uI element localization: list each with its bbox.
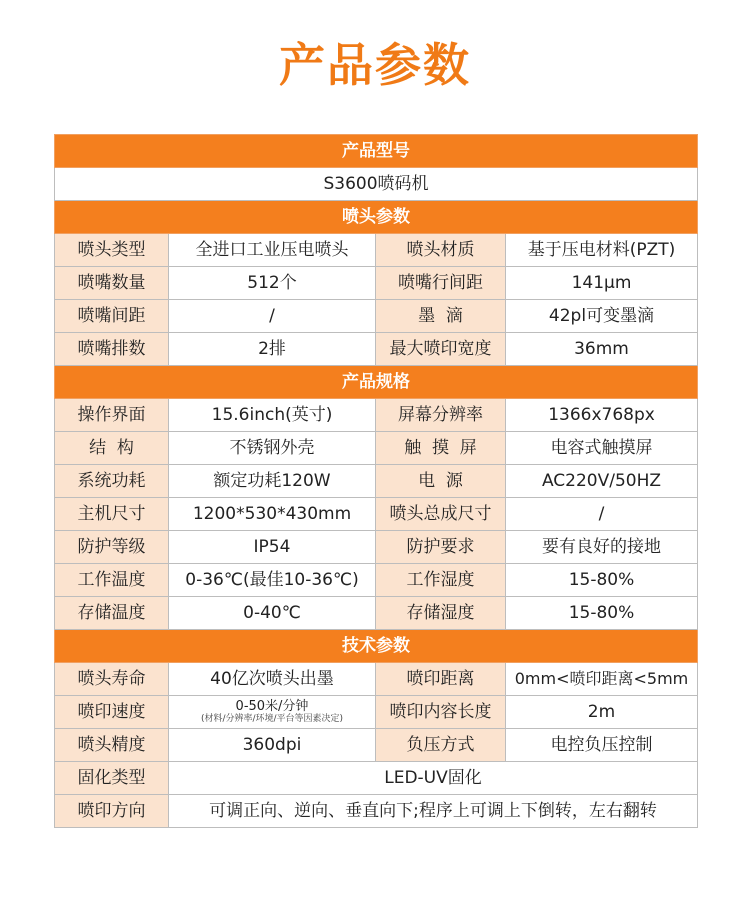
section-row [55,135,698,168]
spec-value: 42pl可变墨滴 [506,300,698,333]
spec-value: / [506,498,698,531]
spec-label: 工作温度 [55,564,169,597]
table-row [55,267,698,300]
print-speed-value: 0-50米/分钟 [235,699,309,714]
spec-label: 电 源 [376,465,506,498]
spec-label: 喷印速度 [55,696,169,729]
spec-label: 存储温度 [55,597,169,630]
spec-label: 喷嘴间距 [55,300,169,333]
print-speed-note: (材料/分辨率/环境/平台等因素决定) [200,714,344,724]
spec-value: / [169,300,376,333]
spec-label: 喷头寿命 [55,663,169,696]
table-row [55,432,698,465]
table-row [55,300,698,333]
table-row [55,168,698,201]
spec-value: 40亿次喷头出墨 [169,663,376,696]
spec-label: 工作湿度 [376,564,506,597]
table-row [55,333,698,366]
spec-value [169,696,376,729]
spec-value: 要有良好的接地 [506,531,698,564]
spec-value: 512个 [169,267,376,300]
section-header-tech: 技术参数 [55,630,698,663]
spec-label: 喷头总成尺寸 [376,498,506,531]
spec-value: 360dpi [169,729,376,762]
spec-label: 喷嘴行间距 [376,267,506,300]
spec-value: 15-80% [506,597,698,630]
spec-label: 喷印内容长度 [376,696,506,729]
table-row [55,729,698,762]
table-row [55,399,698,432]
spec-value: 可调正向、逆向、垂直向下;程序上可调上下倒转，左右翻转 [169,795,698,828]
table-row [55,762,698,795]
spec-value: 0-36℃(最佳10-36℃) [169,564,376,597]
section-header-model: 产品型号 [55,135,698,168]
spec-label: 屏幕分辨率 [376,399,506,432]
table-row [55,696,698,729]
spec-value: 电控负压控制 [506,729,698,762]
table-row [55,564,698,597]
spec-label: 喷印方向 [55,795,169,828]
spec-label: 防护要求 [376,531,506,564]
spec-value: 1366x768px [506,399,698,432]
spec-label: 操作界面 [55,399,169,432]
page-title: 产品参数 [279,38,471,92]
table-row [55,531,698,564]
table-row [55,663,698,696]
section-row [55,201,698,234]
section-row [55,630,698,663]
section-header-nozzle: 喷头参数 [55,201,698,234]
spec-label: 最大喷印宽度 [376,333,506,366]
spec-value: 2排 [169,333,376,366]
spec-value: 0mm<喷印距离<5mm [506,663,698,696]
section-header-spec: 产品规格 [55,366,698,399]
spec-label: 负压方式 [376,729,506,762]
spec-label: 喷印距离 [376,663,506,696]
spec-value: 0-40℃ [169,597,376,630]
spec-label: 喷头类型 [55,234,169,267]
spec-label: 触 摸 屏 [376,432,506,465]
spec-label: 喷头材质 [376,234,506,267]
spec-value: 1200*530*430mm [169,498,376,531]
spec-label: 主机尺寸 [55,498,169,531]
table-row [55,795,698,828]
table-row [55,597,698,630]
spec-value: 36mm [506,333,698,366]
table-row [55,465,698,498]
table-row [55,234,698,267]
spec-value: 15.6inch(英寸) [169,399,376,432]
spec-label: 存储湿度 [376,597,506,630]
table-row [55,498,698,531]
spec-label: 喷头精度 [55,729,169,762]
spec-value: LED-UV固化 [169,762,698,795]
spec-value: 电容式触摸屏 [506,432,698,465]
section-row [55,366,698,399]
spec-value: AC220V/50HZ [506,465,698,498]
spec-value: 141μm [506,267,698,300]
spec-value: 全进口工业压电喷头 [169,234,376,267]
spec-label: 系统功耗 [55,465,169,498]
spec-label: 防护等级 [55,531,169,564]
spec-label: 喷嘴数量 [55,267,169,300]
spec-value: 2m [506,696,698,729]
spec-value: 额定功耗120W [169,465,376,498]
spec-label: 墨 滴 [376,300,506,333]
spec-value: 15-80% [506,564,698,597]
spec-value: 基于压电材料(PZT) [506,234,698,267]
spec-value: 不锈钢外壳 [169,432,376,465]
spec-label: 喷嘴排数 [55,333,169,366]
spec-table [54,134,698,828]
spec-label: 固化类型 [55,762,169,795]
spec-label: 结 构 [55,432,169,465]
spec-value: IP54 [169,531,376,564]
model-value: S3600喷码机 [55,168,698,201]
